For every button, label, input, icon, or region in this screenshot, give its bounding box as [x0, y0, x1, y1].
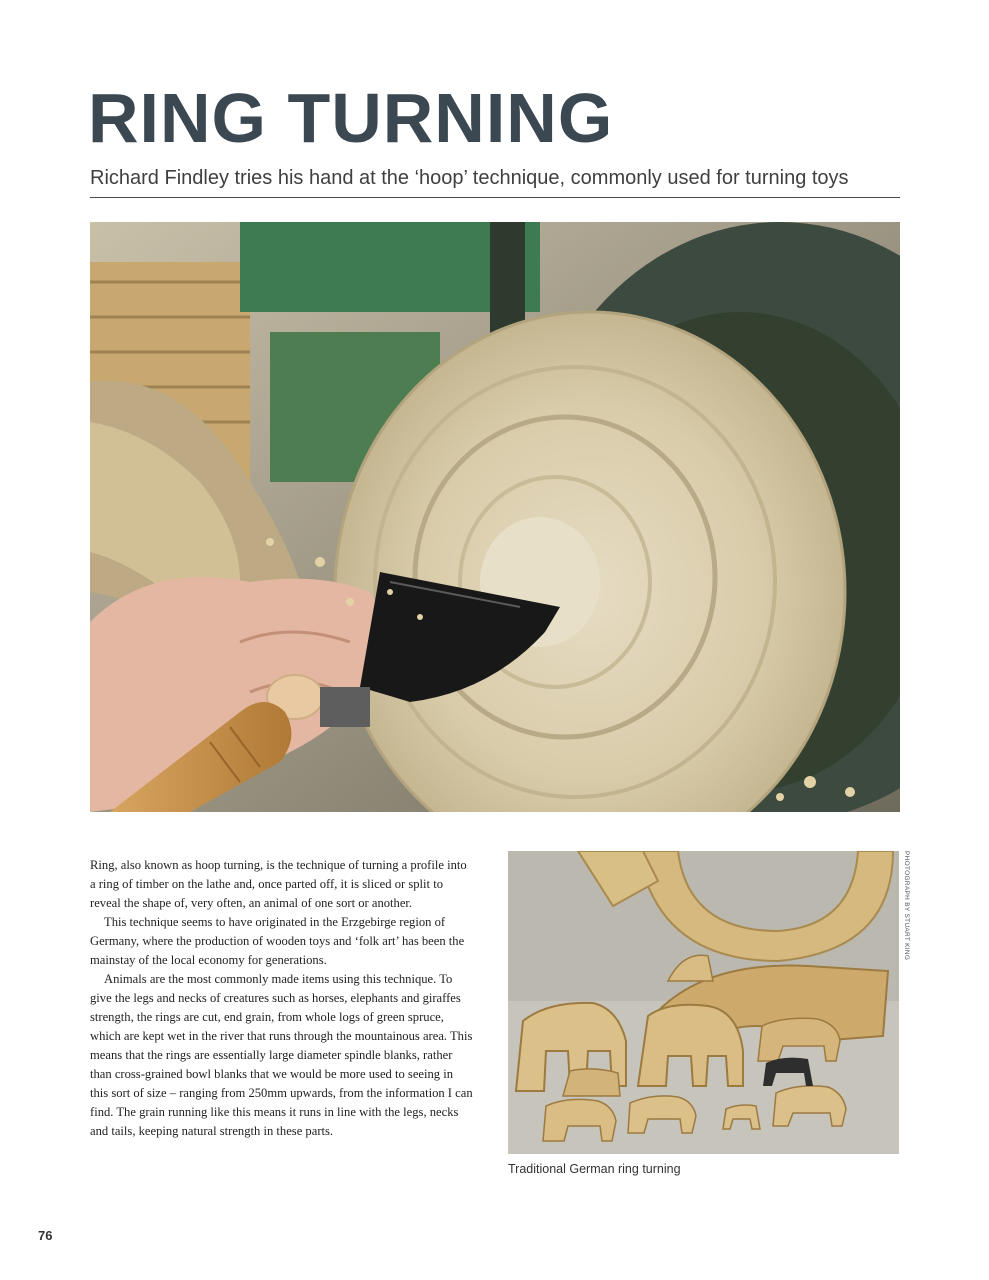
photo-credit: PHOTOGRAPH BY STUART KING [903, 851, 910, 961]
title-rule [90, 197, 900, 198]
wooden-animals-photo [508, 851, 899, 1154]
article-standfirst: Richard Findley tries his hand at the ‘hoop’ technique, commonly used for turning toys [90, 167, 849, 189]
body-paragraph: Animals are the most commonly made items using this technique. To give the legs and necks of creatures such as horses, elephants and giraffes strength, the rings are cut, end grain, from whole logs of green spruce, which are kept wet in the river that runs through the mountainous area. This means that the rings are essentially large diameter spindle blanks, rather than cross-grained bowl blanks that we would be more used to seeing in this sort of size – ranging from 250mm upwards, from the information I can find. The grain running like this means it runs in line with the legs, necks and tails, keeping natural strength in these parts. [90, 972, 473, 1138]
photo-caption: Traditional German ring turning [508, 1162, 681, 1176]
page-number: 76 [38, 1228, 53, 1243]
article-body [90, 856, 474, 1141]
body-paragraph: This technique seems to have originated in the Erzgebirge region of Germany, where the production of wooden toys and ‘folk art’ has been the mainstay of the local economy for generations. [90, 915, 465, 967]
body-paragraph: Ring, also known as hoop turning, is the technique of turning a profile into a ring of timber on the lathe and, once parted off, it is sliced or split to reveal the shape of, very often, an animal of one sort or another. [90, 858, 467, 910]
article-title: RING TURNING [88, 79, 614, 157]
lathe-turning-photo [90, 222, 900, 812]
